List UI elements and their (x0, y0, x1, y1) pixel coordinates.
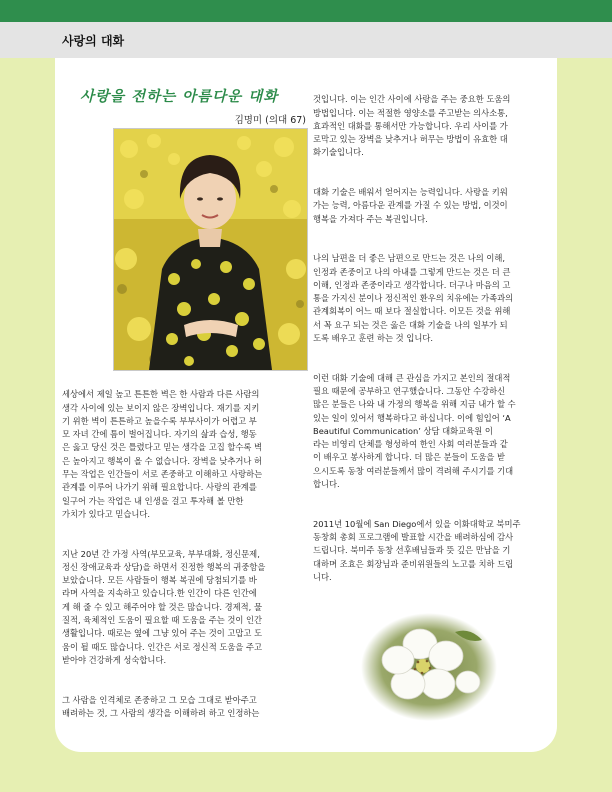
right-column (313, 80, 560, 597)
paragraph: 대화 기술은 배워서 얻어지는 능력입니다. 사랑을 키워 가는 능력, 아름다운 관계를 가질 수 있는 방법, 이것이 행복을 가져다 주는 복권입니다. (313, 187, 508, 224)
flower-photo (360, 612, 498, 722)
top-color-bar (0, 0, 612, 22)
section-title: 사랑의 대화 (62, 34, 125, 48)
article-author: 김명미 (의대 67) (234, 115, 306, 126)
author-photo (113, 128, 308, 371)
paragraph: 지난 20년 간 가정 사역(부모교육, 부부대화, 정신문제, 정신 장애교육과 상담)을 하면서 진정한 행복의 귀중함을 보았습니다. 모든 사람들이 행복 복권에 당첨되기를 바 라며 사역을 지속하고 있습니다.한 인간이 다른 인간에 게 해 줄 수 있고 해주어야 할 것은 많습니다. 경제적, 물 질적, 육체적인 도움이 필요할 때 도움을 주는 것이 인간 생활입니다. 때로는 옆에 그냥 있어 주는 것이 고맙고 도 움이 될 때도 많습니다. 인간은 서로 정신적 도움을 주고 받아야 건강하게 성숙합니다. (62, 548, 266, 665)
left-column (62, 375, 308, 733)
article-title: 사랑을 전하는 아름다운 대화 (80, 88, 279, 105)
paragraph: 2011년 10월에 San Diego에서 있을 이화대학교 북미주 동창회 총회 프로그램에 발표할 시간을 배려하심에 감사 드립니다. 북미주 동창 선후배님들과 뜻 깊은 만남을 기 대하며 조효은 회장님과 준비위원들의 노고를 치하 드립 니다. (313, 518, 521, 582)
paragraph: 그 사람을 인격체로 존중하고 그 모습 그대로 받아주고 배려하는 것, 그 사람의 생각을 이해하려 하고 인정하는 (62, 694, 260, 718)
flower-illustration (360, 612, 498, 722)
author-photo-illustration (114, 129, 307, 370)
paragraph: 이런 대화 기술에 대해 큰 관심을 가지고 본인의 절대적 필요 때문에 공부하고 연구했습니다. 그동안 수강하신 많은 분들은 나와 내 가정의 행복을 위해 지금 내가 할 수 있는 일이 있어서 행복하다고 하십니다. 이에 힘입어 ‘A Beautiful Communication’ 상담 대화교육원 이 라는 비영리 단체를 형성하여 한인 사회 여러분들과 같 이 배우고 봉사하게 합니다. 더 많은 분들이 도움을 받 으시도록 동창 여러분들께서 많이 격려해 주시기를 기대 합니다. (313, 372, 516, 490)
paragraph: 나의 남편을 더 좋은 남편으로 만드는 것은 나의 이해, 인정과 존중이고 나의 아내를 그렇게 만드는 것은 더 큰 이해, 인정과 존중이라고 생각합니다. 더구나 마음의 고 통을 가지신 분이나 정신적인 환우의 치유에는 가족과의 관계회복이 어느 때 보다 절실합니다. 이모든 것을 위해 서 꼭 요구 되는 것은 옳은 대화 기술을 나의 일부가 되 도록 배우고 훈련 하는 것 입니다. (313, 253, 514, 344)
paragraph: 세상에서 제일 높고 튼튼한 벽은 한 사람과 다른 사람의 생각 사이에 있는 보이지 않은 장벽입니다. 재기를 지키 기 위한 벽이 튼튼하고 높을수록 부부사이가 어렵고 부 모 자녀 간에 틈이 벌어집니다. 자기의 삶과 습성, 행동 은 옳고 당신 것은 틀렸다고 믿는 생각을 고집 할수록 벽 은 높아지고 행복이 올 수 없습니다. 장벽을 낮추거나 허 무는 작업은 인간들이 서로 존중하고 이해하고 사랑하는 관계를 이루어 나가기 위해 필요합니다. 사랑의 관계를 일구어 가는 작업은 내 인생을 걸고 투자해 볼 만한 가치가 있다고 믿습니다. (62, 389, 263, 519)
paragraph: 것입니다. 이는 인간 사이에 사랑을 주는 중요한 도움의 방법입니다. 이는 적절한 영양소를 주고받는 의사소통, 효과적인 대화를 통해서만 가능합니다. 우리 사이를 가 로막고 있는 장벽을 낮추거나 허무는 방법이 유효한 대 화기술입니다. (313, 94, 511, 158)
section-header (0, 22, 612, 58)
